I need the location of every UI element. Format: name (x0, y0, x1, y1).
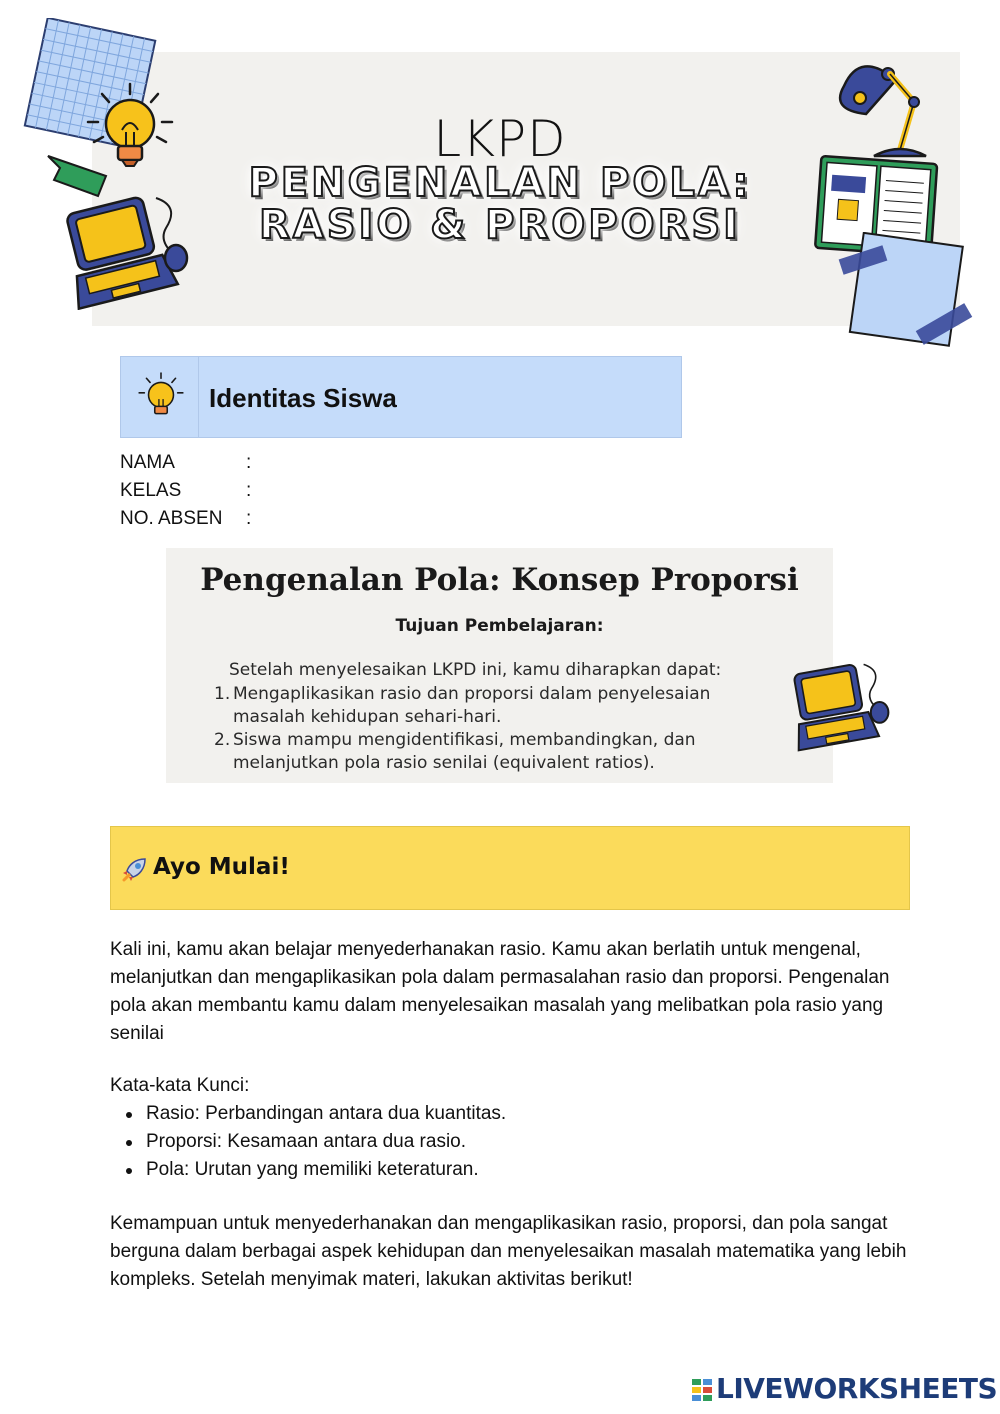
list-text: Mengaplikasikan rasio dan proporsi dalam penyelesaian masalah kehidupan sehari-hari. (233, 684, 711, 727)
field-kelas (120, 480, 251, 502)
tujuan-section (166, 548, 833, 783)
header-title-line2: RASIO & PROPORSI (258, 202, 742, 248)
keywords-label: Kata-kata Kunci: (110, 1075, 250, 1096)
tujuan-list (214, 683, 784, 775)
tujuan-intro: Setelah menyelesaikan LKPD ini, kamu diharapkan dapat: (229, 660, 722, 680)
keywords-list (110, 1100, 910, 1184)
lightbulb-icon (135, 371, 187, 423)
closing-paragraph: Kemampuan untuk menyederhanakan dan mengaplikasikan rasio, proporsi, dan pola sangat berguna dalam berbagai aspek kehidupan dan menyelesaikan masalah matematika yang lebih kompleks. Setelah menyimak materi, lakukan aktivitas berikut! (110, 1213, 907, 1290)
header-kicker: LKPD (433, 110, 567, 168)
rocket-icon (121, 855, 149, 883)
field-separator: : (246, 508, 252, 529)
field-separator: : (246, 452, 252, 473)
tujuan-title: Pengenalan Pola: Konsep Proporsi (200, 562, 799, 598)
list-item: Rasio: Perbandingan antara dua kuantitas. (110, 1100, 910, 1128)
list-number: 2. (214, 730, 231, 750)
brand-name: LIVEWORKSHEETS (716, 1372, 998, 1405)
field-label: NAMA (120, 452, 175, 473)
header-title-line1: PENGENALAN POLA: (248, 160, 752, 206)
list-text: Siswa mampu mengidentifikasi, membandingkan, dan melanjutkan pola rasio senilai (equivalent ratios). (233, 730, 696, 773)
field-label: NO. ABSEN (120, 508, 223, 529)
field-label: KELAS (120, 480, 182, 501)
list-item: Pola: Urutan yang memiliki keteraturan. (110, 1156, 910, 1184)
identitas-icon-box (121, 357, 199, 437)
list-item: Proporsi: Kesamaan antara dua rasio. (110, 1128, 910, 1156)
field-nama (120, 452, 251, 474)
laptop-icon (790, 656, 894, 756)
blue-paper-icon (836, 232, 986, 352)
list-item (214, 729, 784, 775)
list-number: 1. (214, 684, 231, 704)
ayo-mulai-title: Ayo Mulai! (153, 854, 290, 880)
field-separator: : (246, 480, 252, 501)
liveworksheets-mark-icon (692, 1379, 712, 1401)
identitas-section-bar (120, 356, 682, 438)
identitas-title: Identitas Siswa (209, 383, 397, 413)
intro-paragraph: Kali ini, kamu akan belajar menyederhanakan rasio. Kamu akan berlatih untuk mengenal, melanjutkan dan mengaplikasikan pola dalam permasalahan rasio dan proporsi. Pengenalan pola akan membantu kamu dalam menyelesaikan masalah yang melibatkan pola rasio yang senilai (110, 939, 890, 1044)
tujuan-subtitle: Tujuan Pembelajaran: (395, 616, 604, 636)
field-no-absen (120, 508, 251, 530)
list-item (214, 683, 784, 729)
ayo-mulai-section-bar (110, 826, 910, 910)
